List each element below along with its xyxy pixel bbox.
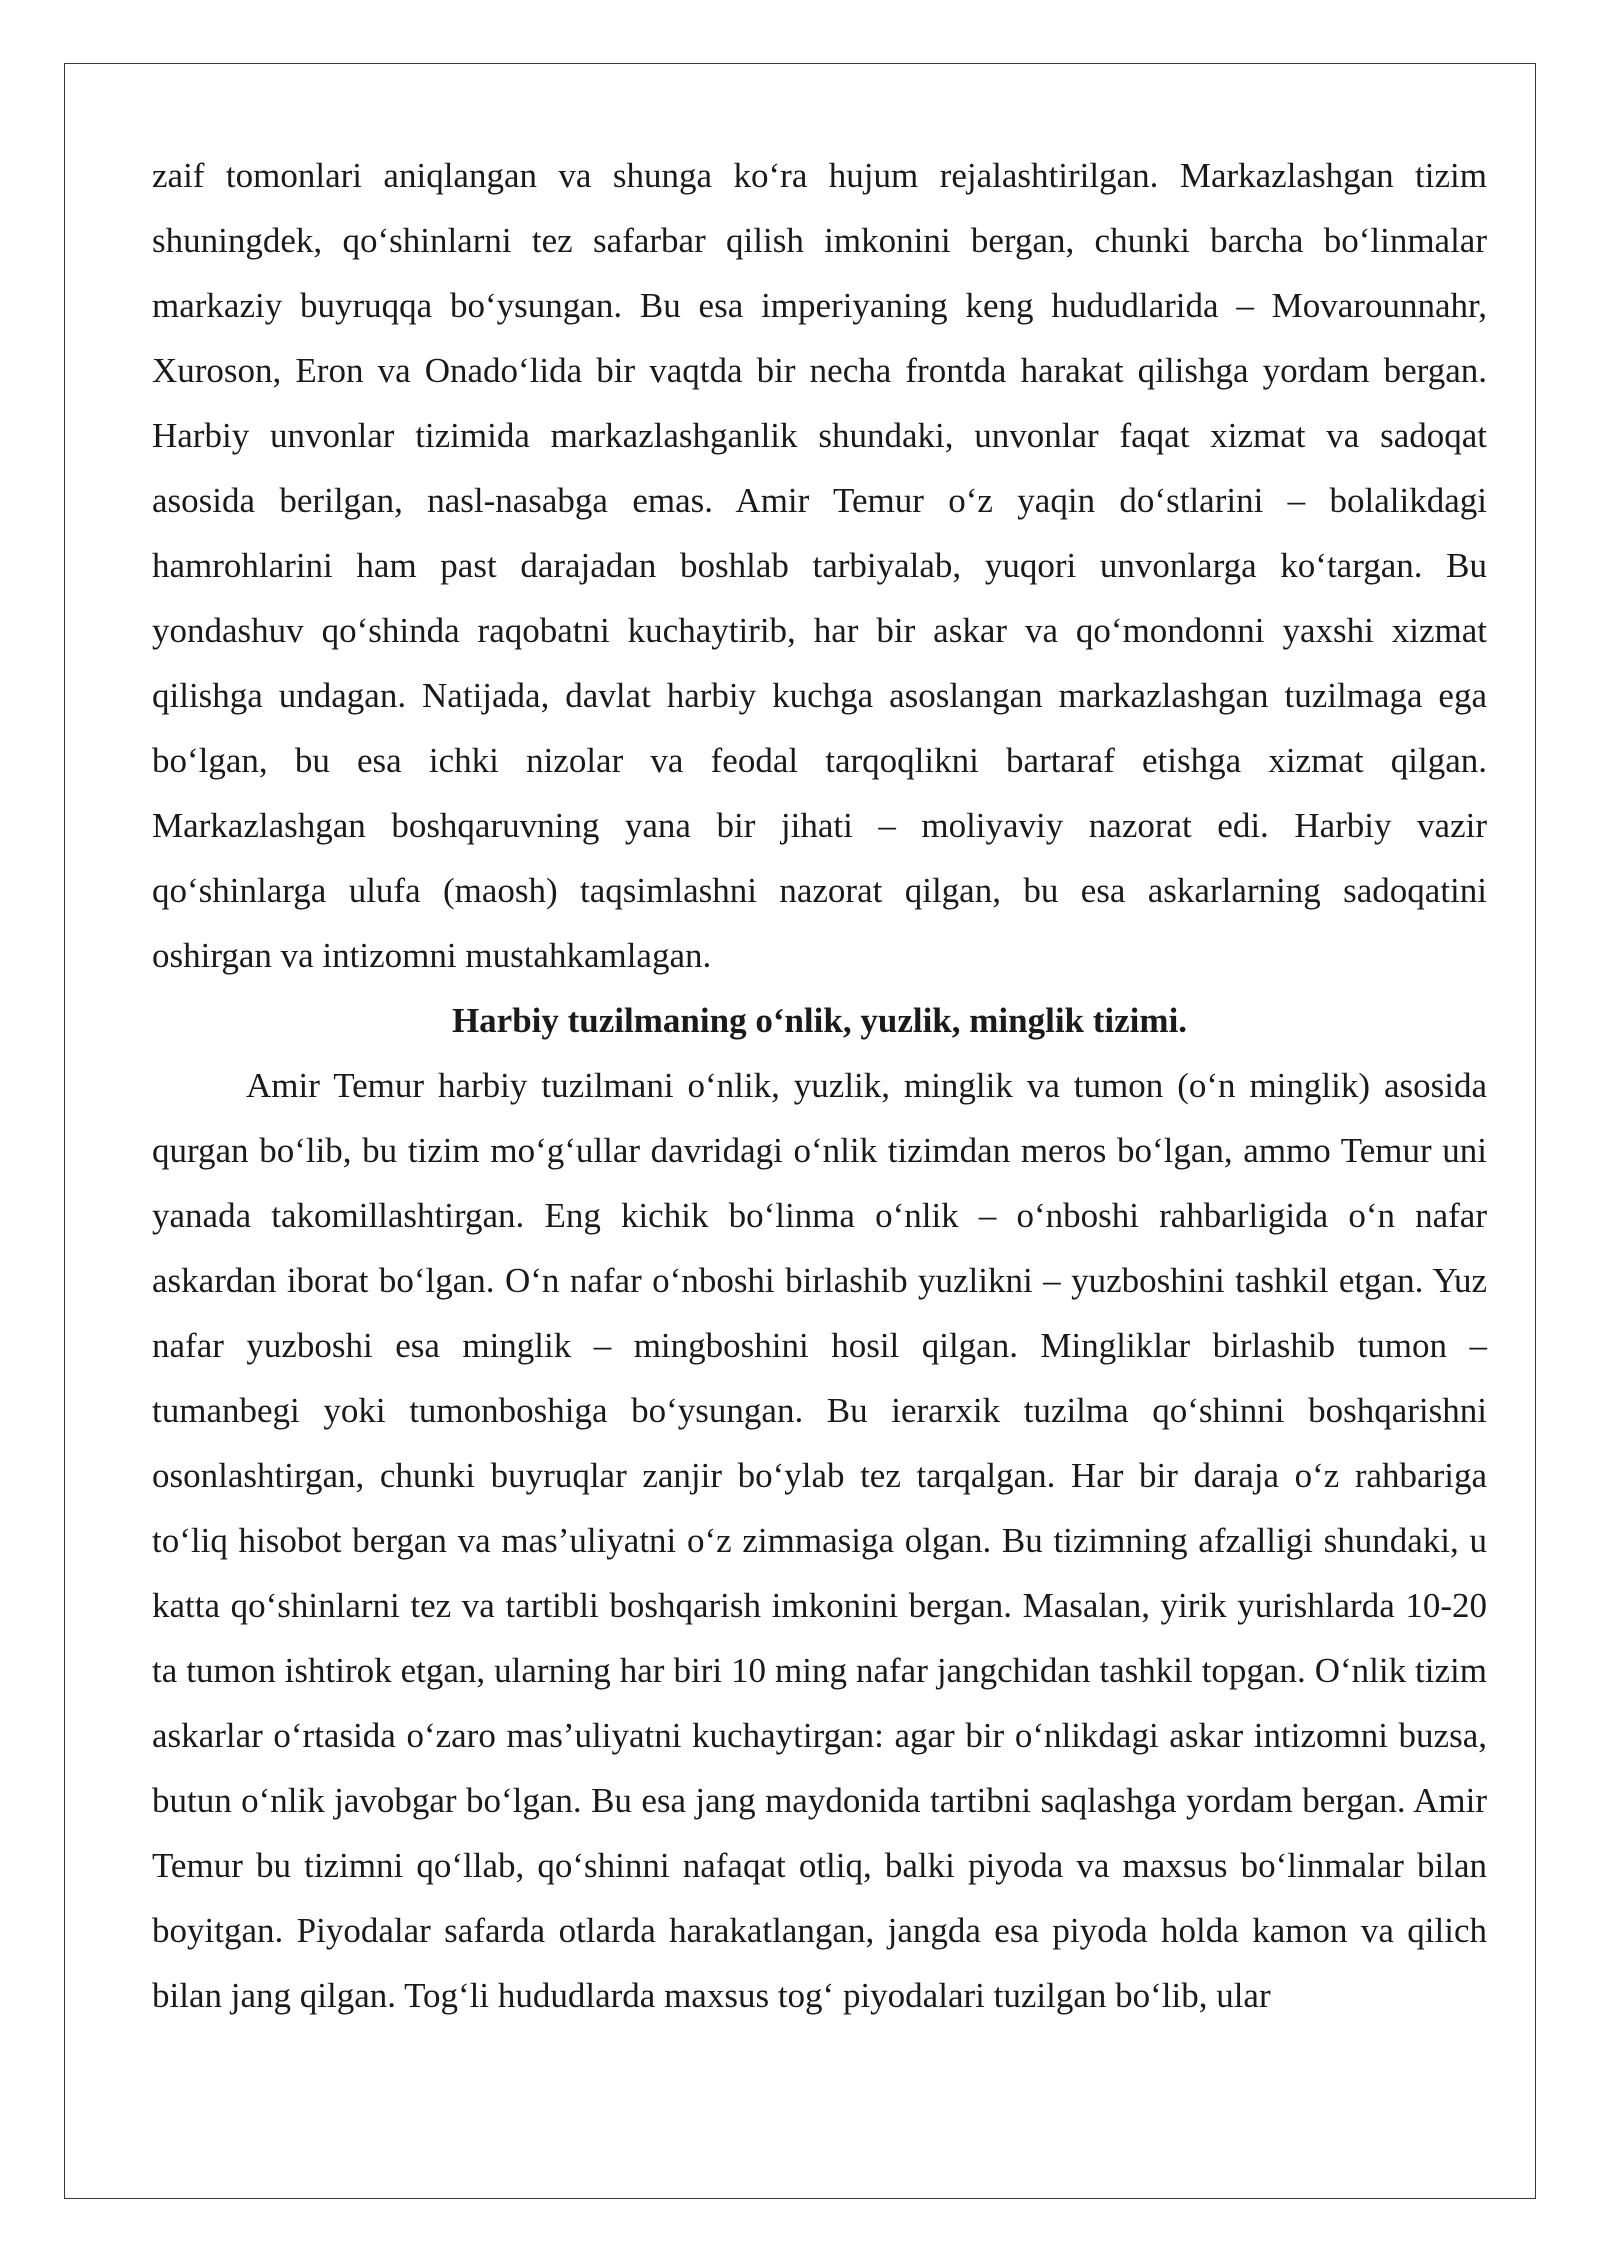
- section-heading: Harbiy tuzilmaning o‘nlik, yuzlik, minglik tizimi.: [451, 1001, 1188, 1040]
- document-body: [152, 143, 1487, 2028]
- paragraph-decimal-system: Amir Temur harbiy tuzilmani o‘nlik, yuzlik, minglik va tumon (o‘n minglik) asosida qurgan bo‘lib, bu tizim mo‘g‘ullar davridagi o‘nlik tizimdan meros bo‘lgan, ammo Temur uni yanada takomillashtirgan. Eng kichik bo‘linma o‘nlik – o‘nboshi rahbarligida o‘n nafar askardan iborat bo‘lgan. O‘n nafar o‘nboshi birlashib yuzlikni – yuzboshini tashkil etgan. Yuz nafar yuzboshi esa minglik – mingboshini hosil qilgan. Mingliklar birlashib tumon – tumanbegi yoki tumonboshiga bo‘ysungan. Bu ierarxik tuzilma qo‘shinni boshqarishni osonlashtirgan, chunki buyruqlar zanjir bo‘ylab tez tarqalgan. Har bir daraja o‘z rahbariga to‘liq hisobot bergan va mas’uliyatni o‘z zimmasiga olgan. Bu tizimning afzalligi shundaki, u katta qo‘shinlarni tez va tartibli boshqarish imkonini bergan. Masalan, yirik yurishlarda 10-20 ta tumon ishtirok etgan, ularning har biri 10 ming nafar jangchidan tashkil topgan. O‘nlik tizim askarlar o‘rtasida o‘zaro mas’uliyatni kuchaytirgan: agar bir o‘nlikdagi askar intizomni buzsa, butun o‘nlik javobgar bo‘lgan. Bu esa jang maydonida tartibni saqlashga yordam bergan. Amir Temur bu tizimni qo‘llab, qo‘shinni nafaqat otliq, balki piyoda va maxsus bo‘linmalar bilan boyitgan. Piyodalar safarda otlarda harakatlangan, jangda esa piyoda holda kamon va qilich bilan jang qilgan. Tog‘li hududlarda maxsus tog‘ piyodalari tuzilgan bo‘lib, ular: [152, 1066, 1487, 2015]
- paragraph-centralized-system: zaif tomonlari aniqlangan va shunga ko‘ra hujum rejalashtirilgan. Markazlashgan tizim shuningdek, qo‘shinlarni tez safarbar qilish imkonini bergan, chunki barcha bo‘linmalar markaziy buyruqqa bo‘ysungan. Bu esa imperiyaning keng hududlarida – Movarounnahr, Xuroson, Eron va Onado‘lida bir vaqtda bir necha frontda harakat qilishga yordam bergan. Harbiy unvonlar tizimida markazlashganlik shundaki, unvonlar faqat xizmat va sadoqat asosida berilgan, nasl-nasabga emas. Amir Temur o‘z yaqin do‘stlarini – bolalikdagi hamrohlarini ham past darajadan boshlab tarbiyalab, yuqori unvonlarga ko‘targan. Bu yondashuv qo‘shinda raqobatni kuchaytirib, har bir askar va qo‘mondonni yaxshi xizmat qilishga undagan. Natijada, davlat harbiy kuchga asoslangan markazlashgan tuzilmaga ega bo‘lgan, bu esa ichki nizolar va feodal tarqoqlikni bartaraf etishga xizmat qilgan. Markazlashgan boshqaruvning yana bir jihati – moliyaviy nazorat edi. Harbiy vazir qo‘shinlarga ulufa (maosh) taqsimlashni nazorat qilgan, bu esa askarlarning sadoqatini oshirgan va intizomni mustahkamlagan.: [152, 156, 1487, 975]
